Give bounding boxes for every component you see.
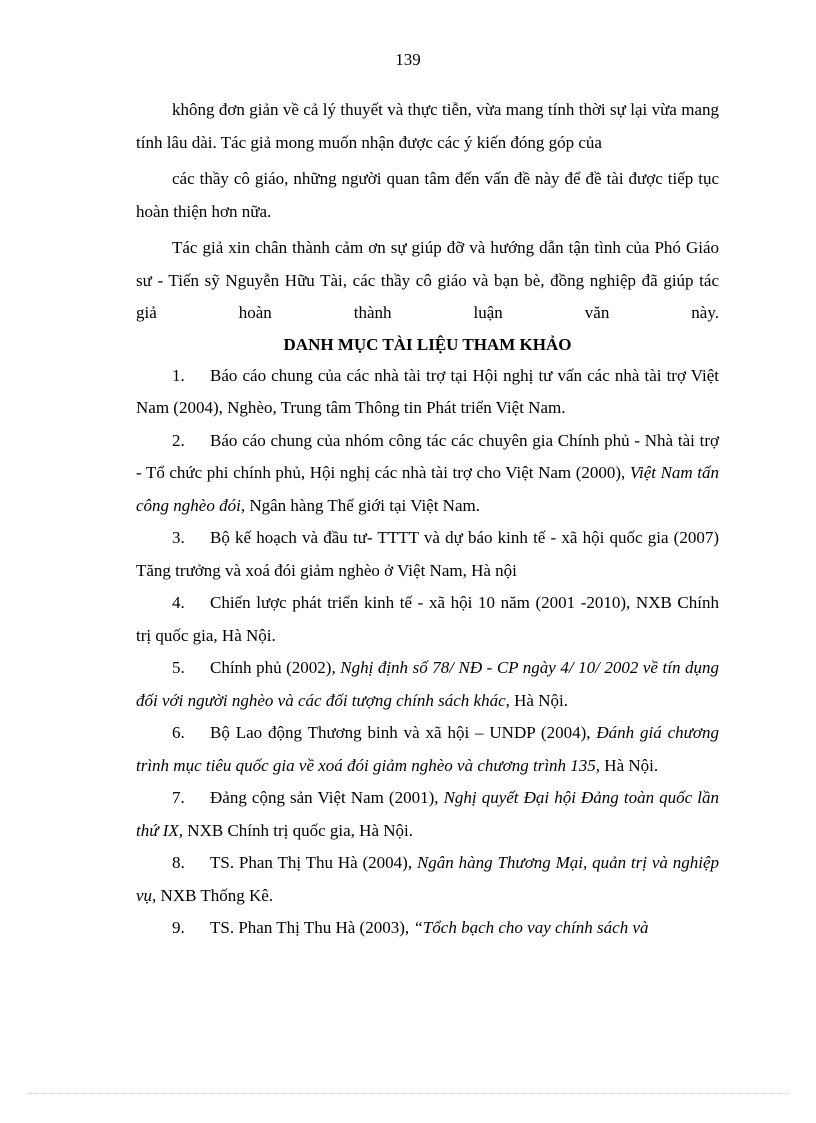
- reference-item: [136, 522, 719, 587]
- reference-title: Nghị quyết Đại hội Đảng toàn quốc lần thứ IX,: [136, 788, 720, 840]
- paragraph: không đơn giản về cả lý thuyết và thực tiễn, vừa mang tính thời sự lại vừa mang tính lâu dài. Tác giả mong muốn nhận được các ý kiến đóng góp của: [136, 100, 719, 152]
- paragraph: các thầy cô giáo, những người quan tâm đến vấn đề này để đề tài được tiếp tục hoàn thiện hơn nữa.: [136, 169, 719, 221]
- reference-text: Chính phủ (2002),: [210, 658, 341, 677]
- reference-text: NXB Chính trị quốc gia, Hà Nội.: [183, 820, 413, 840]
- reference-item: [136, 717, 719, 782]
- reference-number: 5.: [172, 658, 185, 677]
- reference-text: , NXB Thống Kê.: [152, 885, 274, 905]
- reference-item: [136, 652, 719, 717]
- reference-text: TS. Phan Thị Thu Hà (2004),: [210, 853, 417, 872]
- reference-number: 8.: [172, 853, 185, 872]
- reference-text: Bộ Lao động Thương binh và xã hội – UNDP (2004),: [210, 723, 597, 742]
- references-heading: DANH MỤC TÀI LIỆU THAM KHẢO: [283, 334, 572, 354]
- reference-text: Bộ kế hoạch và đầu tư- TTTT và dự báo kinh tế - xã hội quốc gia (2007) Tăng trưởng và xoá đói giảm nghèo ở Việt Nam, Hà nội: [136, 528, 719, 580]
- reference-item: [136, 360, 719, 425]
- reference-item: [136, 847, 719, 912]
- reference-item: [136, 782, 719, 847]
- reference-number: 9.: [172, 918, 185, 937]
- reference-list: [136, 360, 719, 945]
- reference-item: [136, 587, 719, 652]
- reference-number: 1.: [172, 365, 185, 385]
- reference-text: Chiến lược phát triển kinh tế - xã hội 10 năm (2001 -2010), NXB Chính trị quốc gia, Hà Nội.: [136, 593, 719, 645]
- reference-number: 6.: [172, 723, 185, 742]
- reference-item: [136, 912, 719, 945]
- reference-item: [136, 425, 719, 523]
- reference-title: “Tổch bạch cho vay chính sách và: [413, 918, 649, 937]
- reference-text: , Hà Nội.: [505, 690, 568, 710]
- reference-text: Hà Nội.: [600, 755, 659, 775]
- reference-text: Báo cáo chung của nhóm công tác các chuyên gia Chính phủ - Nhà tài trợ - Tổ chức phi chính phủ, Hội nghị các nhà tài trợ cho Việt Nam (2000),: [136, 430, 719, 482]
- reference-title: Ngân hàng Thương Mại, quản trị và nghiệp vụ: [136, 853, 719, 905]
- reference-text: Đảng cộng sản Việt Nam (2001),: [210, 788, 444, 807]
- page-bottom-divider: [28, 1093, 788, 1094]
- page-number: 139: [395, 50, 421, 69]
- reference-number: 2.: [172, 430, 185, 450]
- reference-text: Ngân hàng Thế giới tại Việt Nam.: [245, 495, 480, 515]
- reference-title: Việt Nam tấn công nghèo đói,: [136, 463, 719, 515]
- reference-title: Nghị định số 78/ NĐ - CP ngày 4/ 10/ 2002 về tín dụng đối với người nghèo và các đối tượng chính sách khác: [136, 658, 719, 710]
- reference-number: 4.: [172, 593, 185, 612]
- paragraph: Tác giả xin chân thành cảm ơn sự giúp đỡ và hướng dẫn tận tình của Phó Giáo sư - Tiến sỹ Nguyễn Hữu Tài, các thầy cô giáo và bạn bè, đồng nghiệp đã giúp tác giả hoàn thành luận văn này.: [136, 238, 719, 322]
- reference-number: 3.: [172, 528, 185, 547]
- document-body: [136, 94, 719, 945]
- reference-text: TS. Phan Thị Thu Hà (2003),: [210, 918, 414, 937]
- reference-number: 7.: [172, 788, 185, 807]
- reference-text: Báo cáo chung của các nhà tài trợ tại Hội nghị tư vấn các nhà tài trợ Việt Nam (2004), Nghèo, Trung tâm Thông tin Phát triển Việt Nam.: [136, 365, 719, 417]
- reference-title: Đánh giá chương trình mục tiêu quốc gia về xoá đói giảm nghèo và chương trình 135,: [136, 723, 719, 775]
